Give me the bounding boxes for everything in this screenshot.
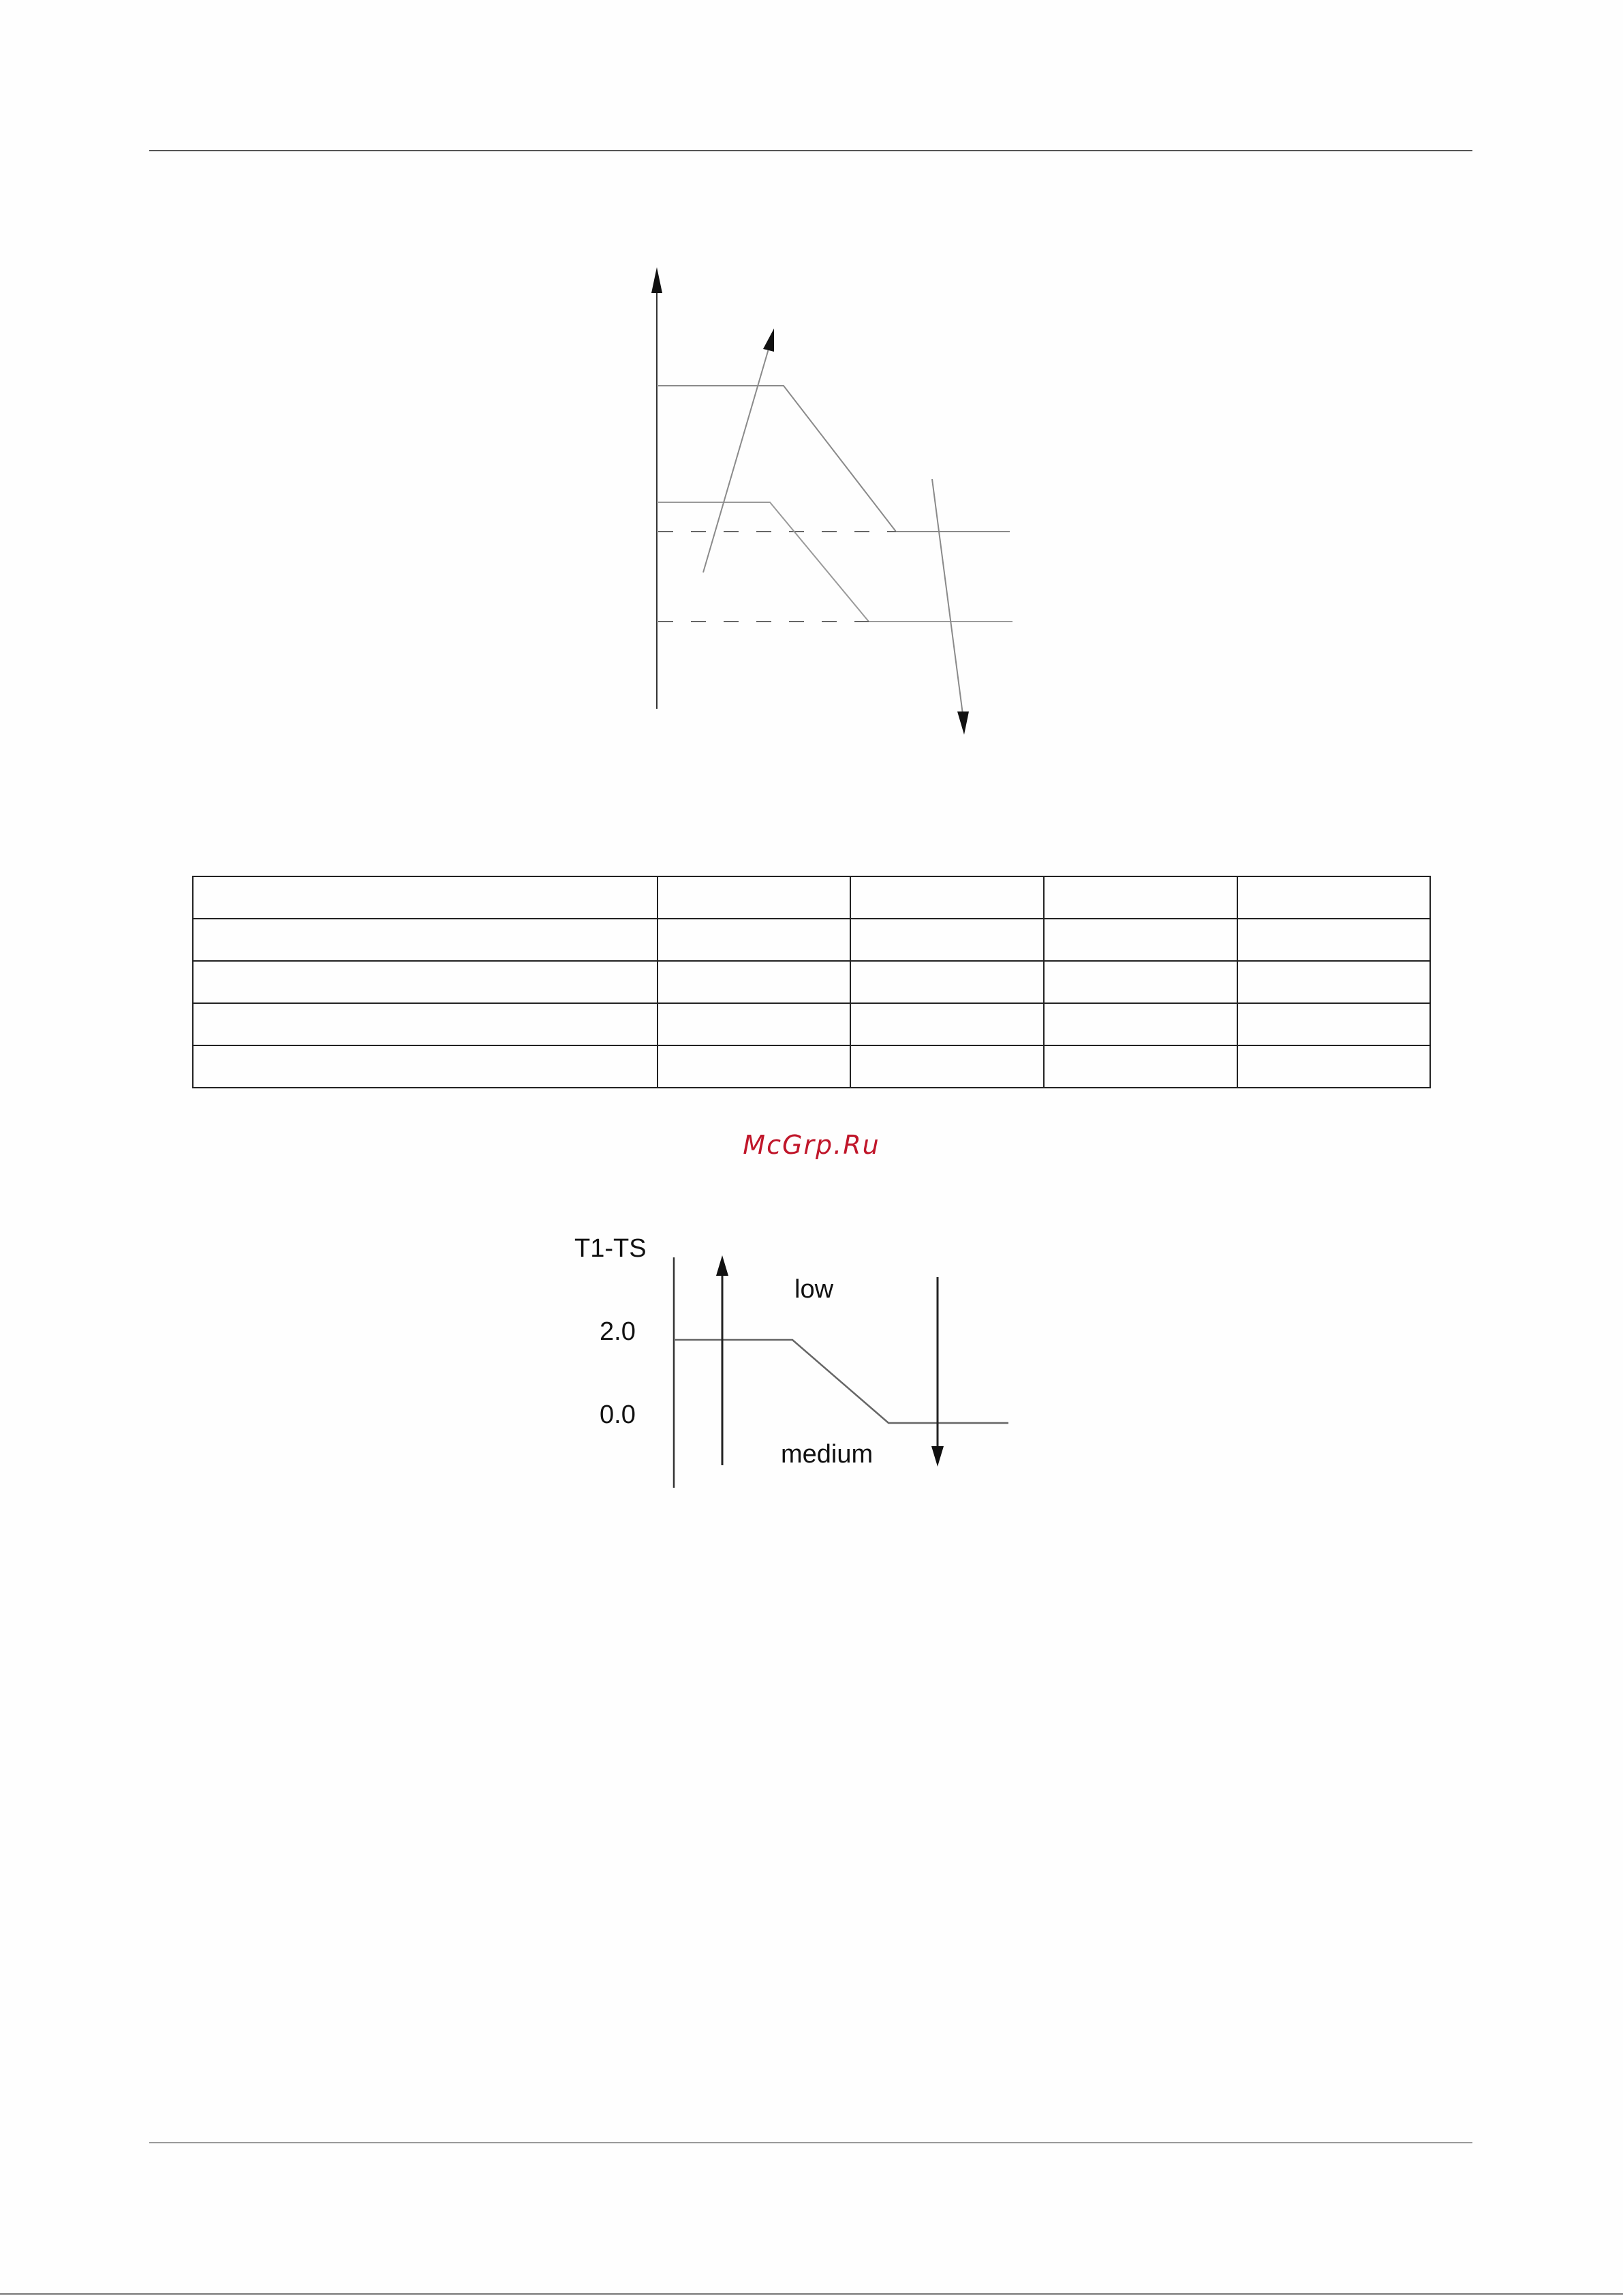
table-row <box>193 919 1430 961</box>
table-cell <box>1044 961 1237 1003</box>
footer-rule <box>149 2142 1472 2143</box>
diagram-two-zone-low-label: low <box>794 1275 834 1304</box>
diagram-one-falling-arrowhead <box>957 711 969 735</box>
table-row <box>193 876 1430 919</box>
header-rule <box>149 150 1472 151</box>
table-cell <box>1044 919 1237 961</box>
diagram-one-falling-arrow <box>932 479 963 714</box>
diagram-two-tick-low: 0.0 <box>600 1400 636 1429</box>
table-cell <box>658 1045 850 1088</box>
table-cell <box>850 919 1044 961</box>
diagram-two-zone-medium-label: medium <box>781 1440 874 1469</box>
diagram-one-lower-curve <box>658 502 1013 622</box>
table-cell <box>850 876 1044 919</box>
table-cell <box>850 961 1044 1003</box>
specification-table-body <box>193 876 1430 1088</box>
page-edge-rule <box>0 2293 1623 2295</box>
table-cell <box>850 1003 1044 1045</box>
diagram-two-tick-high: 2.0 <box>600 1317 636 1346</box>
table-cell <box>1044 1045 1237 1088</box>
diagram-one-y-axis-arrowhead <box>651 267 662 293</box>
table-cell <box>658 876 850 919</box>
table-cell <box>193 1045 658 1088</box>
table-cell <box>1237 919 1430 961</box>
table-cell <box>1044 876 1237 919</box>
table-cell <box>193 961 658 1003</box>
diagram-two-down-arrowhead <box>931 1446 944 1467</box>
diagram-two-axis-label: T1-TS <box>574 1234 647 1263</box>
table-row <box>193 961 1430 1003</box>
table-cell <box>658 961 850 1003</box>
watermark-text: McGrp.Ru <box>743 1130 880 1160</box>
diagram-one-rising-arrowhead <box>763 328 774 352</box>
table-cell <box>1044 1003 1237 1045</box>
table-cell <box>1237 1003 1430 1045</box>
diagram-two-up-arrowhead <box>716 1255 728 1276</box>
table-cell <box>850 1045 1044 1088</box>
table-cell <box>193 876 658 919</box>
diagram-one-rising-arrow <box>703 349 769 572</box>
table-cell <box>658 1003 850 1045</box>
table-row <box>193 1045 1430 1088</box>
diagram-two-curve <box>674 1340 1008 1423</box>
table-cell <box>1237 1045 1430 1088</box>
table-cell <box>1237 876 1430 919</box>
table-cell <box>1237 961 1430 1003</box>
table-row <box>193 1003 1430 1045</box>
diagram-one-upper-curve <box>658 386 1010 532</box>
table-cell <box>193 919 658 961</box>
specification-table <box>192 876 1431 1088</box>
table-cell <box>193 1003 658 1045</box>
table-cell <box>658 919 850 961</box>
